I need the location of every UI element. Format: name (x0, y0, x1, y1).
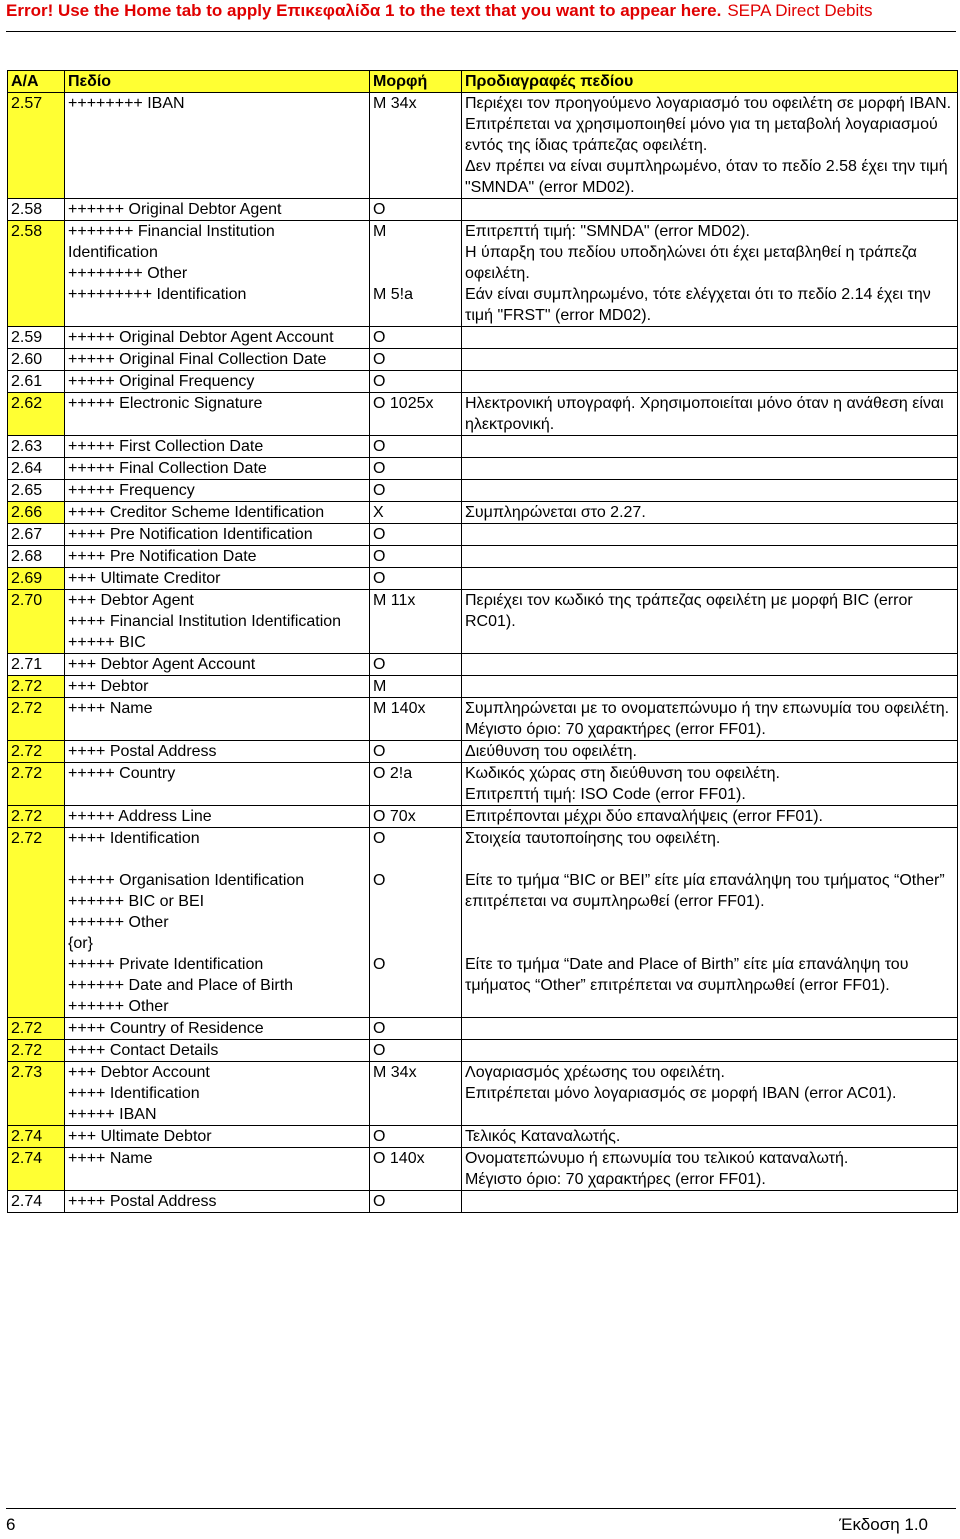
field-number: 2.73 (8, 1062, 65, 1126)
field-spec: Συμπληρώνεται στο 2.27. (462, 502, 958, 524)
table-row (8, 221, 958, 327)
field-spec (462, 524, 958, 546)
field-spec: Ονοματεπώνυμο ή επωνυμία του τελικού καταναλωτή. Μέγιστο όριο: 70 χαρακτήρες (error FF01). (462, 1148, 958, 1191)
table-header-row (8, 71, 958, 93)
field-number: 2.61 (8, 371, 65, 393)
field-number: 2.68 (8, 546, 65, 568)
field-number: 2.58 (8, 199, 65, 221)
field-spec (462, 1018, 958, 1040)
field-name: ++++++ Original Debtor Agent (65, 199, 370, 221)
table-row (8, 93, 958, 199)
table-row (8, 349, 958, 371)
field-name: +++++ Address Line (65, 806, 370, 828)
field-format: O (370, 1018, 462, 1040)
table-row (8, 763, 958, 806)
field-name: +++++ Electronic Signature (65, 393, 370, 436)
column-header-format: Μορφή (370, 71, 462, 93)
field-name: +++++++ Financial Institution Identification ++++++++ Other +++++++++ Identification (65, 221, 370, 327)
page-footer (6, 1514, 956, 1536)
table-row (8, 654, 958, 676)
table-row (8, 1040, 958, 1062)
field-format: O (370, 1040, 462, 1062)
column-header-field: Πεδίο (65, 71, 370, 93)
field-spec: Στοιχεία ταυτοποίησης του οφειλέτη. Είτε το τμήμα “BIC or BEI” είτε μία επανάληψη του τμήματος “Other” επιτρέπεται να συμπληρωθεί (error FF01). Είτε το τμήμα “Date and Place of Birth” είτε μία επανάληψη του τμήματος “Other” επιτρέπεται να συμπληρωθεί (error FF01). (462, 828, 958, 1018)
table-row (8, 199, 958, 221)
column-header-num: Α/Α (8, 71, 65, 93)
field-format: O (370, 741, 462, 763)
field-spec: Συμπληρώνεται με το ονοματεπώνυμο ή την επωνυμία του οφειλέτη. Μέγιστο όριο: 70 χαρακτήρες (error FF01). (462, 698, 958, 741)
field-spec (462, 654, 958, 676)
table-row (8, 828, 958, 1018)
field-number: 2.72 (8, 1040, 65, 1062)
field-name: ++++ Postal Address (65, 741, 370, 763)
field-number: 2.58 (8, 221, 65, 327)
field-format: M M 5!a (370, 221, 462, 327)
field-spec: Περιέχει τον κωδικό της τράπεζας οφειλέτη με μορφή BIC (error RC01). (462, 590, 958, 654)
field-spec: Κωδικός χώρας στη διεύθυνση του οφειλέτη. Επιτρεπτή τιμή: ISO Code (error FF01). (462, 763, 958, 806)
field-number: 2.70 (8, 590, 65, 654)
field-number: 2.74 (8, 1126, 65, 1148)
field-format: O (370, 480, 462, 502)
field-spec (462, 568, 958, 590)
table-row (8, 568, 958, 590)
field-format: M 34x (370, 1062, 462, 1126)
field-name: ++++ Creditor Scheme Identification (65, 502, 370, 524)
field-spec (462, 676, 958, 698)
table-row (8, 590, 958, 654)
field-format: M 140x (370, 698, 462, 741)
field-number: 2.66 (8, 502, 65, 524)
field-format: O (370, 349, 462, 371)
field-name: +++ Debtor Agent ++++ Financial Institution Identification +++++ BIC (65, 590, 370, 654)
field-format: M (370, 676, 462, 698)
field-format: O (370, 568, 462, 590)
table-row (8, 1062, 958, 1126)
field-format: O (370, 1126, 462, 1148)
field-number: 2.74 (8, 1148, 65, 1191)
field-name: +++++ Original Debtor Agent Account (65, 327, 370, 349)
field-number: 2.72 (8, 828, 65, 1018)
field-name: +++ Debtor Agent Account (65, 654, 370, 676)
field-name: +++++ Original Final Collection Date (65, 349, 370, 371)
field-number: 2.57 (8, 93, 65, 199)
column-header-spec: Προδιαγραφές πεδίου (462, 71, 958, 93)
field-format: O O O (370, 828, 462, 1018)
field-spec: Ηλεκτρονική υπογραφή. Χρησιμοποιείται μόνο όταν η ανάθεση είναι ηλεκτρονική. (462, 393, 958, 436)
field-name: +++ Ultimate Debtor (65, 1126, 370, 1148)
field-format: M 34x (370, 93, 462, 199)
field-spec-table (7, 70, 958, 1213)
field-spec (462, 371, 958, 393)
field-name: +++++ Frequency (65, 480, 370, 502)
header-rule (6, 31, 956, 32)
field-name: ++++++++ IBAN (65, 93, 370, 199)
table-row (8, 1148, 958, 1191)
page-header (0, 0, 960, 26)
field-format: O (370, 371, 462, 393)
field-name: +++++ Original Frequency (65, 371, 370, 393)
field-number: 2.72 (8, 698, 65, 741)
field-spec (462, 458, 958, 480)
field-format: O 70x (370, 806, 462, 828)
field-name: +++++ Final Collection Date (65, 458, 370, 480)
field-spec (462, 436, 958, 458)
field-format: O 1025x (370, 393, 462, 436)
field-spec: Διεύθυνση του οφειλέτη. (462, 741, 958, 763)
table-row (8, 741, 958, 763)
document-version: Έκδοση 1.0 (839, 1515, 928, 1534)
table-row (8, 327, 958, 349)
field-name: ++++ Pre Notification Date (65, 546, 370, 568)
field-name: ++++ Identification +++++ Organisation Identification ++++++ BIC or BEI ++++++ Other {or} +++++ Private Identification ++++++ Date and Place of Birth ++++++ Other (65, 828, 370, 1018)
field-number: 2.72 (8, 763, 65, 806)
field-format: O 2!a (370, 763, 462, 806)
table-body (8, 93, 958, 1213)
table-row (8, 480, 958, 502)
field-format: O (370, 436, 462, 458)
field-name: ++++ Name (65, 698, 370, 741)
field-format: O (370, 1191, 462, 1213)
field-format: O (370, 458, 462, 480)
table-row (8, 676, 958, 698)
field-number: 2.72 (8, 676, 65, 698)
field-number: 2.67 (8, 524, 65, 546)
field-format: O (370, 546, 462, 568)
field-number: 2.69 (8, 568, 65, 590)
field-name: +++ Ultimate Creditor (65, 568, 370, 590)
field-spec (462, 327, 958, 349)
field-spec: Επιτρεπτή τιμή: "SMNDA" (error MD02). Η ύπαρξη του πεδίου υποδηλώνει ότι έχει μεταβληθεί η τράπεζα οφειλέτη. Εάν είναι συμπληρωμένο, τότε ελέγχεται ότι το πεδίο 2.14 έχει την τιμή "FRST" (error MD02). (462, 221, 958, 327)
field-number: 2.74 (8, 1191, 65, 1213)
field-spec (462, 480, 958, 502)
table-row (8, 1018, 958, 1040)
field-spec: Λογαριασμός χρέωσης του οφειλέτη. Επιτρέπεται μόνο λογαριασμός σε μορφή IBAN (error AC01). (462, 1062, 958, 1126)
field-number: 2.72 (8, 741, 65, 763)
field-name: +++ Debtor (65, 676, 370, 698)
field-spec (462, 546, 958, 568)
table-row (8, 806, 958, 828)
table-row (8, 1191, 958, 1213)
field-number: 2.63 (8, 436, 65, 458)
field-spec (462, 199, 958, 221)
table-row (8, 371, 958, 393)
field-number: 2.64 (8, 458, 65, 480)
field-format: O 140x (370, 1148, 462, 1191)
field-number: 2.60 (8, 349, 65, 371)
page-number: 6 (6, 1515, 16, 1534)
field-name: ++++ Contact Details (65, 1040, 370, 1062)
field-number: 2.65 (8, 480, 65, 502)
field-name: +++++ First Collection Date (65, 436, 370, 458)
header-section-title: SEPA Direct Debits (727, 1, 873, 20)
footer-rule (6, 1508, 956, 1509)
table-row (8, 436, 958, 458)
field-format: O (370, 327, 462, 349)
field-format: M 11x (370, 590, 462, 654)
field-name: +++++ Country (65, 763, 370, 806)
field-spec (462, 1191, 958, 1213)
field-name: ++++ Name (65, 1148, 370, 1191)
field-name: +++ Debtor Account ++++ Identification +++++ IBAN (65, 1062, 370, 1126)
table-row (8, 524, 958, 546)
table-row (8, 546, 958, 568)
field-number: 2.72 (8, 1018, 65, 1040)
field-name: ++++ Pre Notification Identification (65, 524, 370, 546)
field-number: 2.62 (8, 393, 65, 436)
field-number: 2.72 (8, 806, 65, 828)
field-name: ++++ Country of Residence (65, 1018, 370, 1040)
table-row (8, 1126, 958, 1148)
field-number: 2.71 (8, 654, 65, 676)
field-spec: Τελικός Καταναλωτής. (462, 1126, 958, 1148)
field-name: ++++ Postal Address (65, 1191, 370, 1213)
field-format: O (370, 524, 462, 546)
field-format: X (370, 502, 462, 524)
table-row (8, 502, 958, 524)
field-format: O (370, 654, 462, 676)
table-row (8, 458, 958, 480)
field-spec (462, 349, 958, 371)
header-error-text: Error! Use the Home tab to apply Επικεφαλίδα 1 to the text that you want to appear here. (6, 1, 722, 20)
field-number: 2.59 (8, 327, 65, 349)
field-spec: Περιέχει τον προηγούμενο λογαριασμό του οφειλέτη σε μορφή IBAN. Επιτρέπεται να χρησιμοποιηθεί μόνο για τη μεταβολή λογαριασμού εντός της ίδιας τράπεζας οφειλέτη. Δεν πρέπει να είναι συμπληρωμένο, όταν το πεδίο 2.58 έχει την τιμή "SMNDA" (error MD02). (462, 93, 958, 199)
table-row (8, 698, 958, 741)
field-spec (462, 1040, 958, 1062)
field-spec: Επιτρέπονται μέχρι δύο επαναλήψεις (error FF01). (462, 806, 958, 828)
table-row (8, 393, 958, 436)
field-format: O (370, 199, 462, 221)
